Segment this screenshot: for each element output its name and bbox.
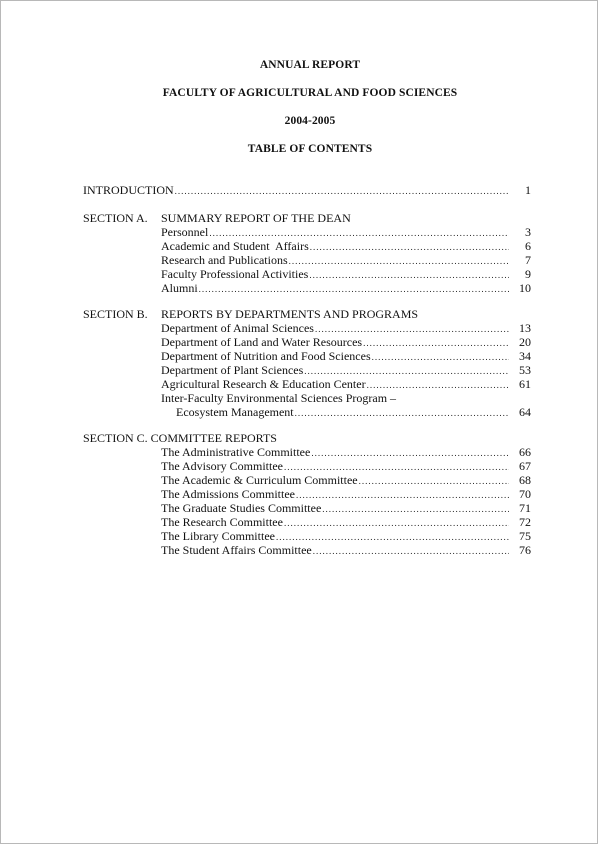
toc-entry [176,405,509,419]
leader-dots [304,364,509,378]
section-a-label: SECTION A. [83,211,148,225]
leader-dots [276,530,509,544]
toc-page-number: 72 [519,515,531,529]
toc-entry [161,253,509,267]
toc-entry-title: Research and Publications [161,253,288,267]
leader-dots [296,488,509,502]
section-c-label: SECTION C. COMMITTEE REPORTS [83,431,277,445]
leader-dots [295,406,509,420]
leader-dots [289,254,509,268]
toc-page-number: 1 [525,183,531,197]
toc-page-number: 7 [525,253,531,267]
toc-entry [161,281,509,295]
toc-entry [161,445,509,459]
leader-dots [209,226,509,240]
leader-dots [284,460,509,474]
toc-page-number: 67 [519,459,531,473]
toc-page-number: 68 [519,473,531,487]
toc-entry-title: The Student Affairs Committee [161,543,312,557]
toc-entry-title: Ecosystem Management [176,405,294,419]
toc-entry [161,543,509,557]
toc-page-number: 9 [525,267,531,281]
toc-page-number: 61 [519,377,531,391]
toc-entry-title: Department of Animal Sciences [161,321,314,335]
toc-entry-title: INTRODUCTION [83,183,174,197]
toc-entry-title: Faculty Professional Activities [161,267,309,281]
leader-dots [284,516,509,530]
section-b-label: SECTION B. [83,307,148,321]
toc-entry-title: The Library Committee [161,529,275,543]
toc-entry-title: Inter-Faculty Environmental Sciences Program – [161,391,397,405]
toc-entry [161,487,509,501]
toc-entry [161,473,509,487]
toc-entry [161,501,509,515]
toc-entry-title: The Research Committee [161,515,283,529]
toc-entry [161,239,509,253]
leader-dots [315,322,509,336]
toc-entry [161,377,509,391]
toc-entry-title: The Admissions Committee [161,487,295,501]
leader-dots [175,184,509,198]
toc-page-number: 10 [519,281,531,295]
toc-entry-title: Academic and Student Affairs [161,239,309,253]
leader-dots [372,350,509,364]
toc-entry-title: The Administrative Committee [161,445,311,459]
toc-entry-title: The Graduate Studies Committee [161,501,322,515]
toc-entry [161,335,509,349]
toc-page-number: 70 [519,487,531,501]
toc-entry [161,459,509,473]
toc-page-number: 53 [519,363,531,377]
report-years: 2004-2005 [284,115,336,127]
toc-page-number: 3 [525,225,531,239]
toc-page-number: 66 [519,445,531,459]
toc-entry [161,349,509,363]
leader-dots [367,378,509,392]
toc-page-number: 13 [519,321,531,335]
toc-entry-introduction [83,183,509,197]
toc-entry-title: Department of Plant Sciences [161,363,304,377]
toc-entry-title: Alumni [161,281,198,295]
report-title: ANNUAL REPORT [259,59,361,71]
leader-dots [359,474,509,488]
table-of-contents [1,1,597,843]
toc-page-number: 64 [519,405,531,419]
toc-page-number: 76 [519,543,531,557]
toc-entry [161,267,509,281]
toc-page-number: 34 [519,349,531,363]
faculty-title: FACULTY OF AGRICULTURAL AND FOOD SCIENCES [162,87,458,99]
leader-dots [311,446,509,460]
toc-entry [161,529,509,543]
toc-entry-title: Agricultural Research & Education Center [161,377,366,391]
section-b-title: REPORTS BY DEPARTMENTS AND PROGRAMS [161,307,419,321]
toc-entry [161,515,509,529]
toc-entry [161,225,509,239]
toc-page-number: 71 [519,501,531,515]
toc-entry-title: Personnel [161,225,209,239]
toc-page-number: 75 [519,529,531,543]
toc-entry [161,321,509,335]
section-a-title: SUMMARY REPORT OF THE DEAN [161,211,351,225]
leader-dots [363,336,509,350]
leader-dots [322,502,509,516]
leader-dots [199,282,509,296]
toc-page-number: 6 [525,239,531,253]
toc-entry-title: The Academic & Curriculum Committee [161,473,358,487]
toc-heading: TABLE OF CONTENTS [247,143,373,155]
leader-dots [313,544,509,558]
toc-entry [161,363,509,377]
toc-page-number: 20 [519,335,531,349]
toc-entry-title: Department of Nutrition and Food Sciences [161,349,371,363]
toc-entry-title: Department of Land and Water Resources [161,335,363,349]
leader-dots [309,268,509,282]
toc-entry-title: The Advisory Committee [161,459,283,473]
leader-dots [310,240,509,254]
